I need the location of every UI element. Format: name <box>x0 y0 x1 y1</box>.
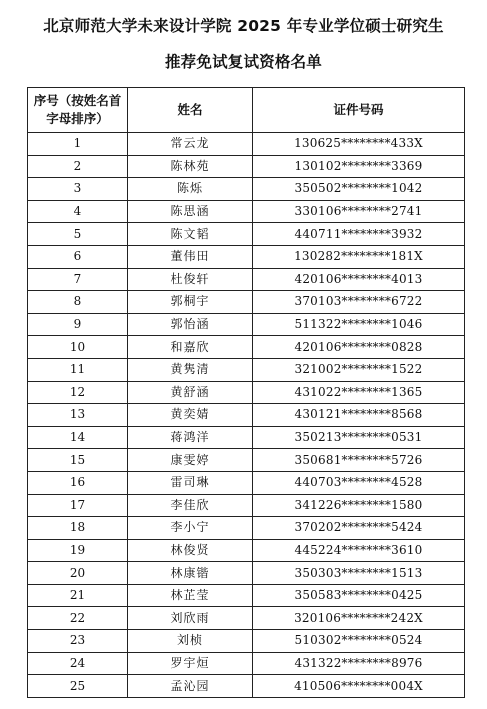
cell-id: 350681********5726 <box>253 449 465 472</box>
cell-seq: 7 <box>28 268 128 291</box>
cell-seq: 15 <box>28 449 128 472</box>
cell-name: 林康锴 <box>128 562 253 585</box>
cell-id: 511322********1046 <box>253 313 465 336</box>
cell-name: 刘欣雨 <box>128 607 253 630</box>
cell-id: 321002********1522 <box>253 358 465 381</box>
cell-name: 康雯婷 <box>128 449 253 472</box>
table-row <box>28 607 465 630</box>
table-row <box>28 133 465 156</box>
cell-name: 陈烁 <box>128 178 253 201</box>
cell-seq: 24 <box>28 652 128 675</box>
document-subtitle: 推荐免试复试资格名单 <box>164 53 322 71</box>
cell-seq: 5 <box>28 223 128 246</box>
cell-name: 林俊贤 <box>128 539 253 562</box>
table-row <box>28 449 465 472</box>
cell-name: 李佳欣 <box>128 494 253 517</box>
cell-id: 510302********0524 <box>253 630 465 653</box>
cell-seq: 10 <box>28 336 128 359</box>
table-header-row <box>28 88 465 133</box>
table-row <box>28 291 465 314</box>
cell-name: 杜俊轩 <box>128 268 253 291</box>
cell-name: 郭桐宇 <box>128 291 253 314</box>
table-row <box>28 268 465 291</box>
cell-seq: 2 <box>28 155 128 178</box>
table-row <box>28 471 465 494</box>
cell-name: 董伟田 <box>128 245 253 268</box>
cell-name: 黄隽清 <box>128 358 253 381</box>
cell-id: 420106********4013 <box>253 268 465 291</box>
table-row <box>28 200 465 223</box>
table-row <box>28 652 465 675</box>
table-row <box>28 223 465 246</box>
cell-seq: 20 <box>28 562 128 585</box>
table-row <box>28 494 465 517</box>
table-row <box>28 517 465 540</box>
cell-id: 420106********0828 <box>253 336 465 359</box>
cell-id: 130102********3369 <box>253 155 465 178</box>
cell-name: 陈文韬 <box>128 223 253 246</box>
table-row <box>28 358 465 381</box>
table-row <box>28 539 465 562</box>
cell-id: 370202********5424 <box>253 517 465 540</box>
cell-id: 410506********004X <box>253 675 465 698</box>
cell-id: 350213********0531 <box>253 426 465 449</box>
cell-id: 440703********4528 <box>253 471 465 494</box>
cell-seq: 11 <box>28 358 128 381</box>
cell-seq: 6 <box>28 245 128 268</box>
table-row <box>28 562 465 585</box>
cell-name: 蒋鸿洋 <box>128 426 253 449</box>
cell-seq: 25 <box>28 675 128 698</box>
cell-seq: 18 <box>28 517 128 540</box>
cell-seq: 12 <box>28 381 128 404</box>
cell-id: 431322********8976 <box>253 652 465 675</box>
table-row <box>28 245 465 268</box>
cell-id: 330106********2741 <box>253 200 465 223</box>
cell-seq: 3 <box>28 178 128 201</box>
column-header-seq: 序号（按姓名首字母排序） <box>28 88 128 133</box>
cell-id: 431022********1365 <box>253 381 465 404</box>
cell-seq: 23 <box>28 630 128 653</box>
cell-id: 130625********433X <box>253 133 465 156</box>
cell-id: 370103********6722 <box>253 291 465 314</box>
table-row <box>28 675 465 698</box>
cell-name: 黄舒涵 <box>128 381 253 404</box>
table-row <box>28 404 465 427</box>
column-header-id: 证件号码 <box>253 88 465 133</box>
cell-id: 350303********1513 <box>253 562 465 585</box>
cell-seq: 19 <box>28 539 128 562</box>
cell-name: 和嘉欣 <box>128 336 253 359</box>
cell-id: 350583********0425 <box>253 584 465 607</box>
cell-id: 430121********8568 <box>253 404 465 427</box>
table-row <box>28 313 465 336</box>
cell-name: 孟沁园 <box>128 675 253 698</box>
table-row <box>28 178 465 201</box>
cell-name: 常云龙 <box>128 133 253 156</box>
table-row <box>28 336 465 359</box>
cell-seq: 1 <box>28 133 128 156</box>
table-row <box>28 426 465 449</box>
cell-seq: 14 <box>28 426 128 449</box>
cell-id: 350502********1042 <box>253 178 465 201</box>
table-row <box>28 584 465 607</box>
cell-seq: 17 <box>28 494 128 517</box>
cell-seq: 21 <box>28 584 128 607</box>
cell-id: 341226********1580 <box>253 494 465 517</box>
table-row <box>28 155 465 178</box>
cell-name: 雷司琳 <box>128 471 253 494</box>
cell-name: 陈林苑 <box>128 155 253 178</box>
cell-seq: 4 <box>28 200 128 223</box>
cell-name: 黄奕婧 <box>128 404 253 427</box>
cell-name: 罗宇烜 <box>128 652 253 675</box>
table-row <box>28 381 465 404</box>
cell-id: 440711********3932 <box>253 223 465 246</box>
cell-name: 刘桢 <box>128 630 253 653</box>
cell-seq: 8 <box>28 291 128 314</box>
cell-seq: 13 <box>28 404 128 427</box>
candidate-table <box>27 87 465 698</box>
cell-id: 445224********3610 <box>253 539 465 562</box>
cell-id: 130282********181X <box>253 245 465 268</box>
cell-name: 林芷莹 <box>128 584 253 607</box>
cell-seq: 22 <box>28 607 128 630</box>
table-row <box>28 630 465 653</box>
document-title: 北京师范大学未来设计学院 2025 年专业学位硕士研究生 <box>43 17 444 35</box>
cell-name: 陈思涵 <box>128 200 253 223</box>
column-header-name: 姓名 <box>128 88 253 133</box>
cell-name: 郭怡涵 <box>128 313 253 336</box>
cell-id: 320106********242X <box>253 607 465 630</box>
cell-name: 李小宁 <box>128 517 253 540</box>
table-body <box>28 133 465 698</box>
cell-seq: 16 <box>28 471 128 494</box>
cell-seq: 9 <box>28 313 128 336</box>
